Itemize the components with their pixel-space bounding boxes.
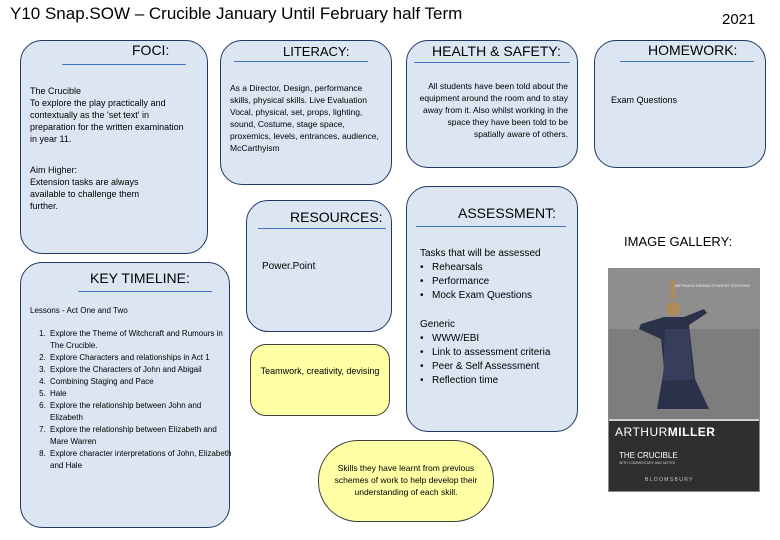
book-cover-image [608, 268, 760, 492]
book-title: THE CRUCIBLE [619, 451, 678, 460]
assessment-divider [416, 226, 566, 227]
list-item: 7. Explore the relationship between Elizabeth and Mare Warren [48, 424, 232, 448]
book-series-label: METHUEN DRAMA STUDENT EDITIONS [675, 283, 751, 288]
literacy-divider [234, 61, 368, 62]
literacy-text: As a Director, Design, performance skills, physical skills. Live Evaluation Vocal, physical, set, props, lighting, sound, Costume, stage space, proxemics, levels, entrances, audience, McCarthyism [230, 83, 379, 153]
list-item: • Rehearsals [432, 261, 578, 275]
timeline-intro: Lessons - Act One and Two [30, 306, 128, 315]
homework-heading: HOMEWORK: [648, 42, 738, 58]
list-item: 5. Hale [48, 388, 232, 400]
resources-divider [258, 228, 386, 229]
assessed-list [420, 261, 578, 303]
list-item: • Mock Exam Questions [432, 289, 578, 303]
assessment-intro: Tasks that will be assessed [420, 248, 541, 259]
assessment-content [420, 247, 578, 388]
timeline-list [30, 328, 232, 472]
generic-label: Generic [420, 319, 456, 330]
list-item: • Reflection time [432, 374, 578, 388]
resources-heading: RESOURCES: [290, 209, 383, 225]
book-author-first: ARTHUR [615, 425, 668, 439]
year-label: 2021 [722, 11, 756, 28]
foci-heading: FOCI: [132, 42, 170, 58]
book-subtitle: WITH COMMENTARY AND NOTES [619, 461, 676, 465]
timeline-heading: KEY TIMELINE: [90, 270, 190, 286]
list-item: 8. Explore character interpretations of John, Elizabeth and Hale [48, 448, 232, 472]
teamwork-text: Teamwork, creativity, devising [260, 366, 380, 376]
literacy-heading: LITERACY: [283, 44, 350, 59]
list-item: • Peer & Self Assessment [432, 360, 578, 374]
list-item: 6. Explore the relationship between John and Elizabeth [48, 400, 232, 424]
health-safety-text: All students have been told about the equipment around the room and to stay away from it. Also whilst working in the space they have been told to be spatially aware of others. [419, 81, 568, 139]
book-author-last: MILLER [667, 425, 716, 439]
assessment-heading: ASSESSMENT: [458, 205, 557, 221]
list-item: • Link to assessment criteria [432, 346, 578, 360]
list-item: 4. Combining Staging and Pace [48, 376, 232, 388]
generic-list [420, 332, 578, 388]
foci-box [20, 40, 208, 254]
health-safety-divider [414, 62, 570, 63]
foci-divider [62, 64, 186, 65]
list-item: 1. Explore the Theme of Witchcraft and Rumours in The Crucible. [48, 328, 232, 352]
list-item: 2. Explore Characters and relationships in Act 1 [48, 352, 232, 364]
homework-text: Exam Questions [611, 95, 678, 105]
book-publisher: B L O O M S B U R Y [645, 477, 693, 483]
health-safety-heading: HEALTH & SAFETY: [432, 43, 561, 59]
list-item: 3. Explore the Characters of John and Abigail [48, 364, 232, 376]
page-title: Y10 Snap.SOW – Crucible January Until February half Term [10, 4, 463, 23]
teamwork-box [250, 344, 390, 416]
timeline-divider [78, 291, 212, 292]
foci-aim-higher: Aim Higher: Extension tasks are always available to challenge them further. [30, 165, 140, 211]
skills-text: Skills they have learnt from previous schemes of work to help develop their understanding of each skill. [334, 463, 478, 497]
list-item: • WWW/EBI [432, 332, 578, 346]
list-item: • Performance [432, 275, 578, 289]
foci-text: The Crucible To explore the play practically and contextually as the 'set text' in preparation for the written examination in year 11. [30, 86, 184, 144]
image-gallery-heading: IMAGE GALLERY: [624, 234, 733, 249]
resources-text: Power.Point [262, 261, 316, 272]
book-author [615, 425, 715, 439]
homework-divider [620, 61, 754, 62]
